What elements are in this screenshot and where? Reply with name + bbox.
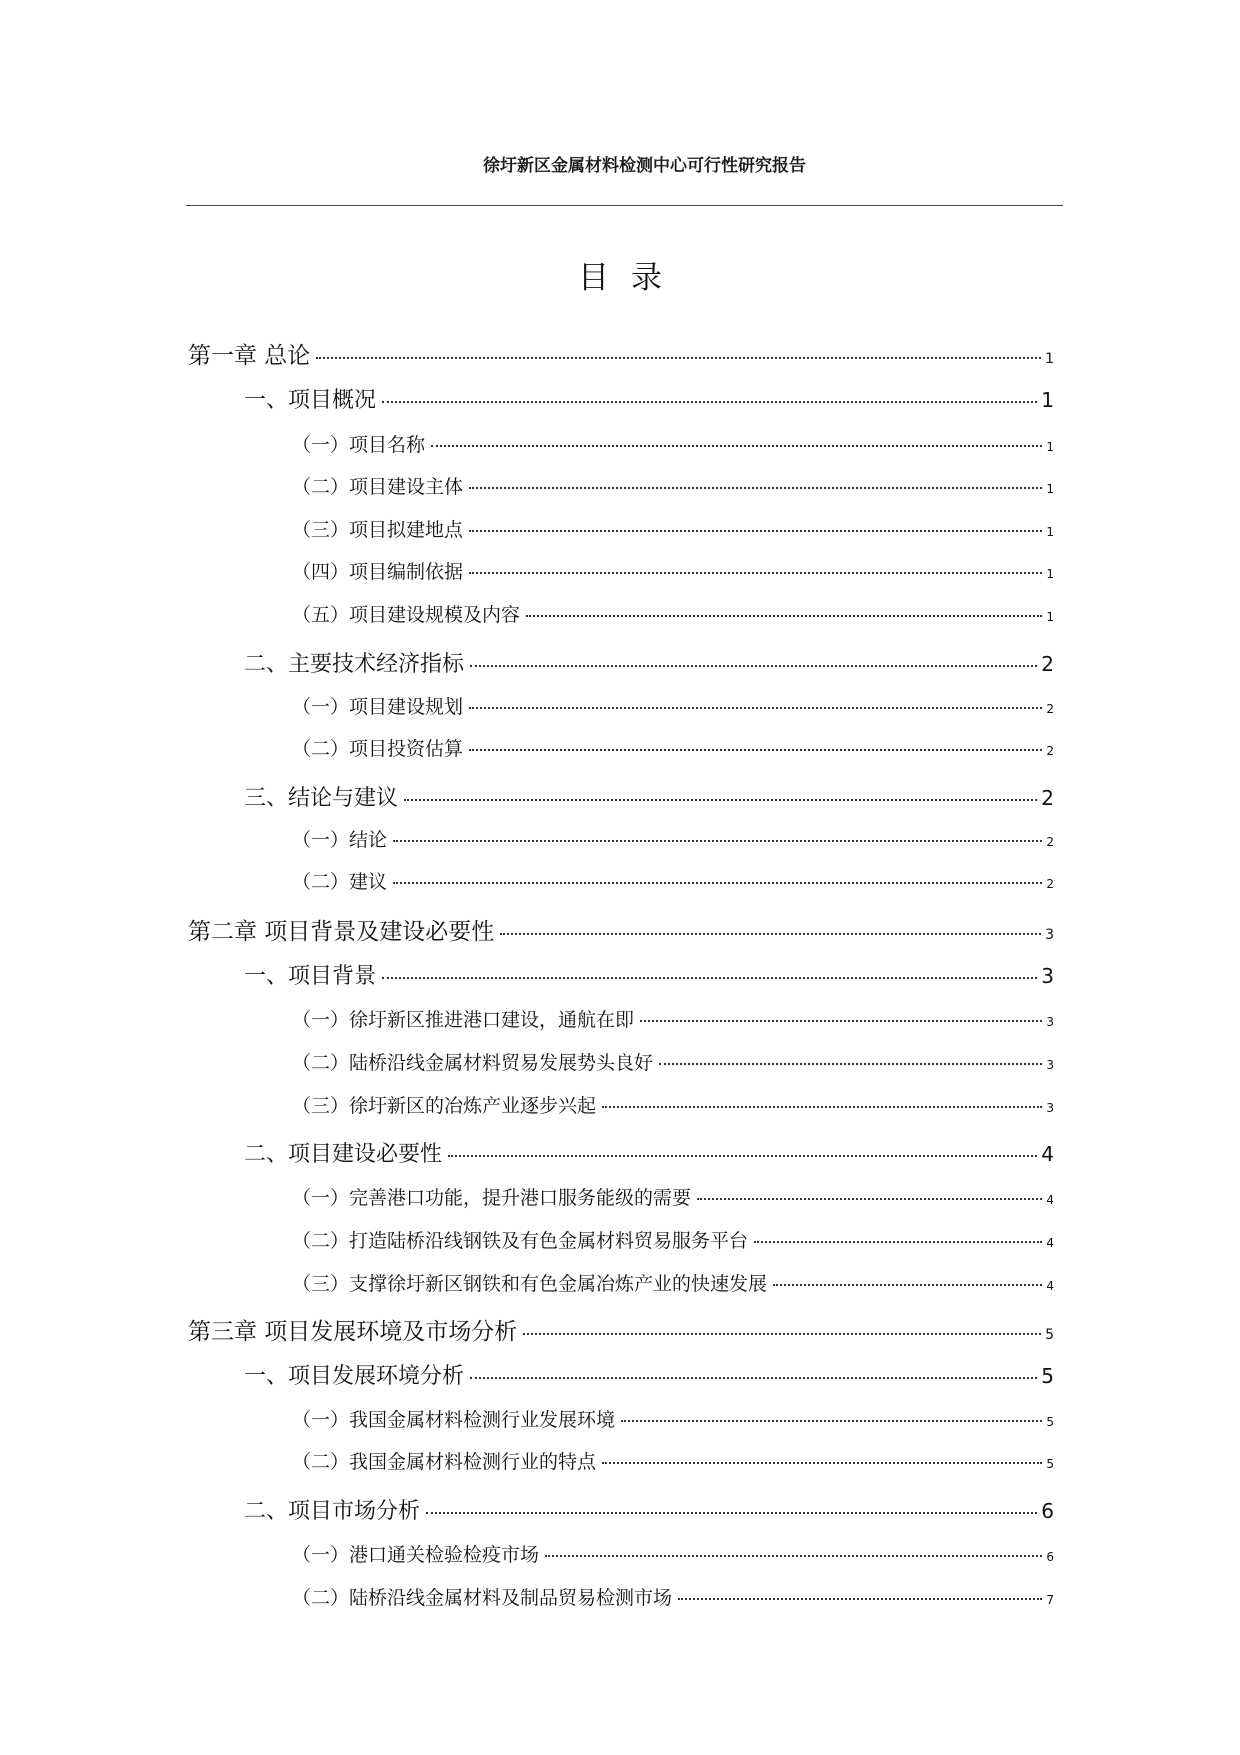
toc-entry[interactable] — [292, 825, 1054, 852]
toc-page-number: 5 — [1045, 1327, 1054, 1343]
toc-page-number: 2 — [1041, 786, 1054, 810]
toc-dot-leader — [697, 1198, 1042, 1200]
toc-entry[interactable] — [244, 1494, 1054, 1525]
toc-dot-leader — [602, 1106, 1042, 1108]
toc-entry-label: （一）港口通关检验检疫市场 — [292, 1544, 540, 1566]
toc-dot-leader — [621, 1420, 1042, 1422]
toc-page-number: 2 — [1046, 877, 1054, 891]
toc-entry[interactable] — [292, 557, 1054, 584]
toc-page-number: 4 — [1046, 1193, 1054, 1207]
toc-entry-label: 二、主要技术经济指标 — [244, 652, 465, 677]
toc-page-number: 1 — [1046, 482, 1054, 496]
toc-entry[interactable] — [188, 337, 1054, 370]
toc-dot-leader — [602, 1462, 1042, 1464]
toc-page-number: 4 — [1046, 1279, 1054, 1293]
toc-entry-label: （四）项目编制依据 — [292, 561, 464, 583]
toc-dot-leader — [523, 1333, 1041, 1335]
toc-entry-label: （二）项目投资估算 — [292, 738, 464, 760]
toc-entry[interactable] — [188, 1313, 1054, 1346]
toc-entry[interactable] — [244, 383, 1054, 414]
running-header-title: 徐圩新区金属材料检测中心可行性研究报告 — [483, 156, 806, 176]
toc-entry-label: （一）项目建设规划 — [292, 696, 464, 718]
toc-dot-leader — [545, 1555, 1042, 1557]
toc-entry-label: 三、结论与建议 — [244, 786, 399, 811]
toc-page-number: 1 — [1046, 440, 1054, 454]
toc-page-number: 4 — [1046, 1236, 1054, 1250]
toc-entry-label: 二、项目市场分析 — [244, 1499, 421, 1524]
toc-dot-leader — [431, 445, 1042, 447]
toc-dot-leader — [500, 933, 1041, 935]
toc-entry[interactable] — [292, 1405, 1054, 1432]
toc-dot-leader — [469, 572, 1042, 574]
toc-entry[interactable] — [292, 1048, 1054, 1075]
toc-page-number: 3 — [1045, 927, 1054, 943]
toc-entry[interactable] — [244, 647, 1054, 678]
toc-dot-leader — [470, 1377, 1037, 1379]
toc-page-number: 6 — [1041, 1499, 1054, 1523]
toc-entry-label: 第一章 总论 — [188, 343, 311, 369]
toc-entry[interactable] — [292, 1226, 1054, 1253]
toc-entry-label: （三）项目拟建地点 — [292, 519, 464, 541]
toc-page-number: 1 — [1046, 525, 1054, 539]
toc-entry-label: （五）项目建设规模及内容 — [292, 604, 521, 626]
toc-entry-label: （二）打造陆桥沿线钢铁及有色金属材料贸易服务平台 — [292, 1230, 749, 1252]
toc-entry[interactable] — [188, 913, 1054, 946]
toc-entry-label: 一、项目发展环境分析 — [244, 1364, 465, 1389]
toc-entry[interactable] — [292, 515, 1054, 542]
toc-entry[interactable] — [292, 430, 1054, 457]
toc-dot-leader — [316, 357, 1041, 359]
toc-entry-label: （一）结论 — [292, 829, 388, 851]
toc-page-number: 3 — [1041, 964, 1054, 988]
toc-page-number: 2 — [1041, 652, 1054, 676]
toc-entry-label: （三）支撑徐圩新区钢铁和有色金属冶炼产业的快速发展 — [292, 1273, 768, 1295]
toc-entry[interactable] — [292, 600, 1054, 627]
toc-entry-label: （三）徐圩新区的冶炼产业逐步兴起 — [292, 1095, 597, 1117]
toc-entry-label: 一、项目概况 — [244, 388, 377, 413]
toc-dot-leader — [382, 401, 1037, 403]
toc-page-number: 1 — [1046, 567, 1054, 581]
toc-dot-leader — [470, 665, 1037, 667]
toc-entry[interactable] — [244, 1137, 1054, 1168]
toc-entry-label: （一）我国金属材料检测行业发展环境 — [292, 1409, 616, 1431]
toc-entry-label: （二）陆桥沿线金属材料贸易发展势头良好 — [292, 1052, 654, 1074]
toc-entry[interactable] — [292, 1091, 1054, 1118]
toc-dot-leader — [754, 1241, 1042, 1243]
toc-entry[interactable] — [292, 867, 1054, 894]
toc-dot-leader — [678, 1598, 1042, 1600]
toc-dot-leader — [773, 1284, 1042, 1286]
toc-dot-leader — [469, 749, 1042, 751]
toc-entry-label: 一、项目背景 — [244, 964, 377, 989]
toc-dot-leader — [404, 799, 1037, 801]
toc-page-number: 3 — [1046, 1015, 1054, 1029]
toc-entry[interactable] — [292, 1540, 1054, 1567]
toc-dot-leader — [469, 530, 1042, 532]
toc-dot-leader — [659, 1063, 1042, 1065]
toc-dot-leader — [382, 977, 1037, 979]
toc-page-number: 2 — [1046, 702, 1054, 716]
toc-entry[interactable] — [244, 781, 1054, 812]
toc-entry-label: （二）建议 — [292, 871, 388, 893]
toc-dot-leader — [469, 487, 1042, 489]
toc-entry[interactable] — [292, 692, 1054, 719]
toc-entry[interactable] — [244, 959, 1054, 990]
toc-page-number: 2 — [1046, 835, 1054, 849]
toc-page-number: 3 — [1046, 1101, 1054, 1115]
toc-page-number: 5 — [1046, 1457, 1054, 1471]
toc-page-number: 6 — [1046, 1550, 1054, 1564]
toc-entry-label: 第三章 项目发展环境及市场分析 — [188, 1319, 518, 1345]
toc-dot-leader — [448, 1155, 1037, 1157]
toc-page-number: 1 — [1046, 610, 1054, 624]
toc-entry-label: （二）我国金属材料检测行业的特点 — [292, 1451, 597, 1473]
toc-entry[interactable] — [292, 1583, 1054, 1610]
toc-entry[interactable] — [292, 1447, 1054, 1474]
toc-entry-label: （一）完善港口功能，提升港口服务能级的需要 — [292, 1187, 692, 1209]
toc-dot-leader — [393, 882, 1042, 884]
toc-page-number: 1 — [1045, 351, 1054, 367]
toc-entry-label: （一）徐圩新区推进港口建设，通航在即 — [292, 1009, 635, 1031]
toc-page-number: 2 — [1046, 744, 1054, 758]
toc-entry[interactable] — [292, 1005, 1054, 1032]
toc-dot-leader — [526, 615, 1042, 617]
toc-dot-leader — [469, 707, 1042, 709]
toc-page-number: 5 — [1046, 1415, 1054, 1429]
toc-entry[interactable] — [292, 472, 1054, 499]
toc-page-number: 7 — [1046, 1593, 1054, 1607]
toc-page-number: 3 — [1046, 1058, 1054, 1072]
toc-entry[interactable] — [244, 1359, 1054, 1390]
toc-dot-leader — [426, 1512, 1037, 1514]
toc-dot-leader — [393, 840, 1042, 842]
toc-page-number: 5 — [1041, 1364, 1054, 1388]
toc-entry[interactable] — [292, 734, 1054, 761]
toc-entry-label: （二）项目建设主体 — [292, 476, 464, 498]
toc-page-number: 1 — [1041, 388, 1054, 412]
toc-dot-leader — [640, 1020, 1042, 1022]
toc-entry-label: 第二章 项目背景及建设必要性 — [188, 919, 495, 945]
toc-entry-label: （二）陆桥沿线金属材料及制品贸易检测市场 — [292, 1587, 673, 1609]
toc-entry[interactable] — [292, 1269, 1054, 1296]
toc-entry-label: 二、项目建设必要性 — [244, 1142, 443, 1167]
toc-page-number: 4 — [1041, 1142, 1054, 1166]
toc-entry[interactable] — [292, 1183, 1054, 1210]
toc-entry-label: （一）项目名称 — [292, 434, 426, 456]
toc-heading: 目录 — [578, 260, 684, 296]
